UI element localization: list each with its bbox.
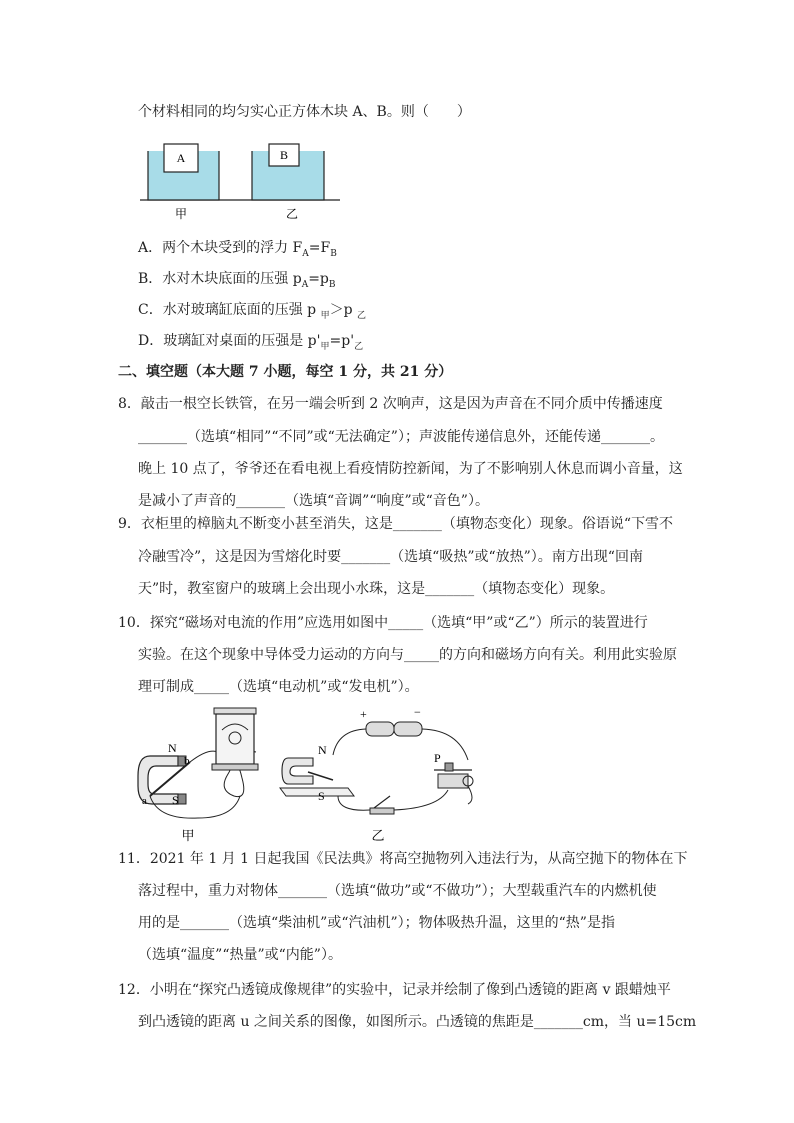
label-n: N bbox=[168, 741, 177, 755]
option-c-sub2: 乙 bbox=[357, 310, 367, 321]
galvanometer-top bbox=[214, 708, 256, 714]
option-d-sub2: 乙 bbox=[354, 341, 364, 352]
label-a: a bbox=[142, 795, 147, 807]
q8-line-3: 晚上 10 点了，爷爷还在看电视上看疫情防控新闻，为了不影响别人休息而调小音量，这 bbox=[138, 461, 683, 477]
option-a bbox=[138, 238, 337, 264]
electromagnet-figure bbox=[138, 700, 483, 845]
caption-yi: 乙 bbox=[285, 207, 299, 221]
option-b-text: B．水对木块底面的压强 p bbox=[138, 271, 302, 287]
switch-lever bbox=[374, 796, 390, 808]
q12-line-2: 到凸透镜的距离 u 之间关系的图像，如图所示。凸透镜的焦距是_______cm，当 u=15cm bbox=[138, 1014, 697, 1030]
q11-line-1: 11．2021 年 1 月 1 日起我国《民法典》将高空抛物列入违法行为，从高空抛下的物体在下 bbox=[118, 851, 688, 867]
apparatus-yi bbox=[280, 705, 473, 844]
section-title: 二、填空题（本大题 7 小题，每空 1 分，共 21 分） bbox=[118, 364, 453, 380]
q9-line-1: 9．衣柜里的樟脑丸不断变小甚至消失，这是_______（填物态变化）现象。俗语说“下雪不 bbox=[118, 516, 674, 532]
question-7-stem-tail: 个材料相同的均匀实心正方体木块 A、B。则（ ） bbox=[138, 104, 471, 120]
option-a-sub1: A bbox=[302, 248, 309, 259]
option-c-text: C．水对玻璃缸底面的压强 p bbox=[138, 302, 321, 318]
option-d-sub1: 甲 bbox=[320, 341, 330, 352]
block-a-label: A bbox=[176, 151, 186, 165]
u-magnet-yi bbox=[282, 758, 313, 784]
q11-line-2: 落过程中，重力对物体_______（选填“做功”或“不做功”）；大型载重汽车的内燃机使 bbox=[138, 883, 657, 899]
label-b: b bbox=[184, 755, 190, 767]
rheostat-slider bbox=[445, 763, 453, 771]
battery-minus: − bbox=[414, 705, 421, 719]
q11-line-3: 用的是_______（选填“柴油机”或“汽油机”）；物体吸热升温，这里的“热”是指 bbox=[138, 915, 615, 931]
galvanometer-body bbox=[216, 714, 254, 764]
rails bbox=[280, 788, 354, 796]
block-b-label: B bbox=[279, 148, 289, 162]
q10-line-1: 10．探究“磁场对电流的作用”应选用如图中_____（选填“甲”或“乙”）所示的装置进行 bbox=[118, 615, 648, 631]
q9-line-3: 天”时，教室窗户的玻璃上会出现小水珠，这是_______（填物态变化）现象。 bbox=[138, 581, 615, 597]
label-s-yi: S bbox=[318, 789, 325, 803]
option-b-mid: =p bbox=[308, 271, 329, 287]
conductor-ab bbox=[150, 762, 190, 796]
q12-line-1: 12．小明在“探究凸透镜成像规律”的实验中，记录并绘制了像到凸透镜的距离 v 跟蜡烛平 bbox=[118, 982, 671, 998]
label-s: S bbox=[172, 793, 179, 807]
option-b-sub1: A bbox=[301, 279, 309, 290]
apparatus-jia bbox=[138, 708, 258, 844]
battery-left bbox=[366, 722, 394, 736]
q8-line-1: 8．敲击一根空长铁管，在另一端会听到 2 次响声，这是因为声音在不同介质中传播速度 bbox=[118, 396, 663, 412]
caption-jia: 甲 bbox=[174, 207, 188, 221]
q11-line-4: （选填“温度”“热量”或“内能”）。 bbox=[138, 947, 342, 963]
tanks-figure bbox=[140, 140, 340, 225]
q10-line-3: 理可制成_____（选填“电动机”或“发电机”）。 bbox=[138, 679, 419, 695]
battery-right bbox=[394, 722, 422, 736]
option-c-mid: ＞p bbox=[329, 302, 358, 318]
option-a-sub2: B bbox=[330, 248, 337, 259]
option-d-text: D．玻璃缸对桌面的压强是 p' bbox=[138, 333, 321, 349]
q9-line-2: 冷融雪冷”，这是因为雪熔化时要_______（选填“吸热”或“放热”）。南方出现“回南 bbox=[138, 549, 643, 565]
option-b bbox=[138, 269, 336, 295]
q10-line-2: 实验。在这个现象中导体受力运动的方向与_____的方向和磁场方向有关。利用此实验原 bbox=[138, 647, 677, 663]
option-d bbox=[138, 331, 363, 357]
circuit-wire-bottom bbox=[338, 786, 472, 810]
galvanometer-base bbox=[212, 764, 258, 770]
option-b-sub2: B bbox=[328, 279, 336, 290]
q8-line-2: _______（选填“相同”“不同”或“无法确定”）；声波能传递信息外，还能传递_______。 bbox=[138, 429, 664, 445]
option-a-mid: =F bbox=[308, 240, 331, 256]
switch-base bbox=[370, 808, 394, 814]
caption-jia-10: 甲 bbox=[181, 829, 195, 844]
label-n-yi: N bbox=[318, 743, 327, 757]
option-c bbox=[138, 300, 366, 326]
option-d-mid: =p' bbox=[329, 333, 355, 349]
q8-line-4: 是减小了声音的_______（选填“音调”“响度”或“音色”）。 bbox=[138, 493, 489, 509]
battery-plus: + bbox=[360, 707, 367, 721]
option-a-text: A．两个木块受到的浮力 F bbox=[138, 240, 303, 256]
label-p: P bbox=[434, 751, 441, 765]
magnet-s-pole bbox=[178, 794, 186, 804]
option-c-sub1: 甲 bbox=[320, 310, 330, 321]
caption-yi-10: 乙 bbox=[371, 829, 385, 844]
